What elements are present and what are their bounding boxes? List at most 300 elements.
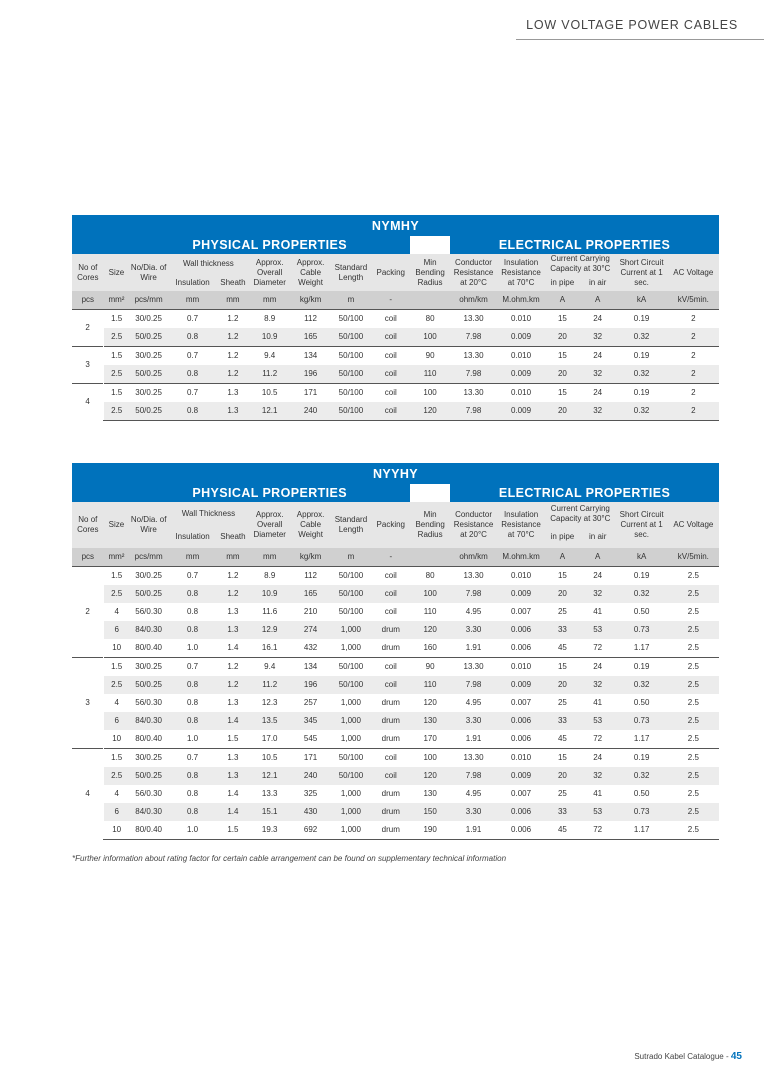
col-overall-diameter: Approx. Overall Diameter [249, 502, 291, 548]
table-cell: 0.73 [616, 803, 668, 821]
table-cell: 90 [410, 347, 450, 366]
table-cell: 2 [668, 365, 719, 384]
table-cell: 0.007 [511, 607, 532, 616]
col-cable-weight: Approx. Cable Weight [291, 254, 331, 291]
table-cell: 32 [580, 328, 616, 347]
page-footer [634, 1051, 742, 1062]
table-cell: 274 [291, 621, 331, 639]
col-overall-diameter: Approx. Overall Diameter [249, 254, 291, 291]
table-cell: coil [384, 607, 397, 616]
table-cell: 2.5 [668, 767, 719, 785]
table-cell: 33 [545, 712, 580, 730]
table-cell: 15 [545, 567, 580, 586]
unit-cell: A [545, 291, 580, 310]
col-wall-thickness: Wall Thickness [168, 502, 249, 526]
table-row [72, 365, 719, 384]
table-cell: 10.9 [249, 585, 291, 603]
table-cell: 4 [104, 785, 130, 803]
table-cell: 1.3 [217, 749, 249, 768]
table-cell: 80/0.40 [135, 643, 162, 652]
table-cell: 120 [423, 698, 437, 707]
table-cell: 0.006 [511, 734, 532, 743]
table-cell: 240 [291, 402, 331, 421]
table-row [72, 749, 719, 768]
table-cell: 0.73 [616, 621, 668, 639]
table-cell: 134 [291, 658, 331, 677]
table-cell: 1.4 [217, 712, 249, 730]
table-cell: 2.5 [668, 803, 719, 821]
table-cell: 50/100 [330, 347, 371, 366]
col-cable-weight: Approx. Cable Weight [291, 502, 331, 548]
table-cell: 13.30 [450, 310, 497, 329]
table-cell: 0.7 [168, 384, 217, 403]
table-cell: coil [371, 384, 410, 403]
table-cell: 110 [410, 676, 450, 694]
table-cell: 100 [410, 384, 450, 403]
table-cell: 50/100 [330, 310, 371, 329]
table-cell: 0.19 [616, 347, 668, 366]
unit-cell: pcs [72, 291, 104, 310]
unit-cell: ohm/km [450, 548, 497, 567]
nyyhy-table-body [72, 567, 719, 840]
table-cell: 0.8 [168, 712, 217, 730]
unit-cell: m [330, 291, 371, 310]
table-cell: 4 [104, 694, 130, 712]
table-cell: 0.8 [187, 789, 199, 798]
table-cell: 9.4 [249, 658, 291, 677]
unit-cell: mm [168, 291, 217, 310]
table-cell: 0.009 [497, 767, 545, 785]
col-sheath: Sheath [217, 526, 249, 548]
table-cell: 1.5 [104, 567, 130, 586]
unit-cell: M.ohm.km [497, 291, 545, 310]
unit-cell: M.ohm.km [497, 548, 545, 567]
table-cell: 50/0.25 [129, 402, 168, 421]
table-cell: 11.2 [249, 676, 291, 694]
table-cell: 345 [291, 712, 331, 730]
table-cell: 56/0.30 [135, 698, 162, 707]
table-cell: 0.73 [616, 712, 668, 730]
table-cell: 110 [423, 607, 437, 616]
table-cell: 2.5 [668, 676, 719, 694]
table-cell: 15 [545, 347, 580, 366]
table-cell: 0.32 [616, 328, 668, 347]
table-row [72, 767, 719, 785]
table-cell: 30/0.25 [129, 567, 168, 586]
table-cell: coil [371, 567, 410, 586]
col-packing: Packing [371, 502, 410, 548]
footer-separator: - [725, 1052, 729, 1061]
table-cell: 2 [668, 384, 719, 403]
table-cell: 0.8 [187, 607, 199, 616]
unit-cell: - [371, 291, 410, 310]
table-row [72, 821, 719, 840]
table-cell: coil [371, 658, 410, 677]
table-cell: 2.5 [104, 585, 130, 603]
table-cell: 0.010 [497, 749, 545, 768]
table-cell: 112 [291, 567, 331, 586]
section-gap [410, 484, 450, 502]
table-cell: 0.50 [633, 698, 650, 707]
table-cell: 692 [291, 821, 331, 840]
table-cell: 90 [410, 658, 450, 677]
table-cell: 120 [410, 767, 450, 785]
table-cell: 2.5 [104, 328, 130, 347]
table-row [72, 402, 719, 421]
table-cell: 1,000 [331, 803, 372, 821]
table-cell: 13.30 [450, 658, 497, 677]
table-cell: 33 [545, 621, 580, 639]
table-cell: 10 [104, 639, 130, 658]
table-cell: 12.1 [249, 767, 291, 785]
table-cell: 2.5 [687, 607, 699, 616]
table-cell: 0.006 [497, 803, 545, 821]
table-cell: 171 [291, 749, 331, 768]
table-cell: 12.1 [249, 402, 291, 421]
col-conductor-resistance: Conductor Resistance at 20°C [450, 502, 497, 548]
table-cell: drum [381, 643, 400, 652]
table-cell: 33 [545, 803, 580, 821]
table-cell: 0.009 [497, 328, 545, 347]
unit-cell: mm [249, 548, 291, 567]
col-no-cores: No of Cores [72, 502, 104, 548]
unit-cell: kg/km [291, 291, 331, 310]
table-cell: 0.010 [497, 310, 545, 329]
table-cell: 150 [410, 803, 450, 821]
table-cell: 10 [104, 821, 130, 840]
table-cell: 84/0.30 [129, 621, 168, 639]
table-cell: 53 [580, 803, 616, 821]
table-cell: 0.32 [616, 585, 668, 603]
col-size: Size [104, 254, 130, 291]
table-cell: 0.8 [168, 767, 217, 785]
table-row [72, 785, 719, 803]
table-cell: 1.2 [217, 365, 249, 384]
table-cell: 32 [580, 767, 616, 785]
table-cell: 2.5 [687, 698, 699, 707]
unit-cell: mm [217, 548, 249, 567]
table-cell: 0.7 [168, 658, 217, 677]
table-cell: 30/0.25 [129, 749, 168, 768]
cores-cell: 3 [72, 658, 104, 749]
table-cell: 110 [410, 365, 450, 384]
table-cell: 80/0.40 [129, 821, 168, 840]
table-cell: 80/0.40 [135, 734, 162, 743]
table-cell: 0.32 [616, 402, 668, 421]
table-cell: 4.95 [465, 607, 482, 616]
table-cell: 1.0 [168, 821, 217, 840]
nyyhy-table-section [72, 463, 719, 840]
col-conductor-resistance: Conductor Resistance at 20°C [450, 254, 497, 291]
table-cell: 72 [593, 734, 603, 743]
table-cell: 24 [580, 347, 616, 366]
unit-cell [410, 548, 450, 567]
units-row [72, 291, 719, 310]
table-cell: 30/0.25 [129, 310, 168, 329]
table-cell: 25 [557, 607, 567, 616]
table-cell: 112 [291, 310, 331, 329]
table-cell: 13.5 [249, 712, 291, 730]
table-cell: 41 [593, 698, 603, 707]
table-cell: 1.17 [616, 821, 668, 840]
col-current-capacity: Current Carrying Capacity at 30°C [545, 254, 615, 274]
unit-cell: kg/km [291, 548, 331, 567]
table-cell: 1,000 [331, 621, 372, 639]
table-cell: 1.91 [465, 734, 482, 743]
table-cell: 20 [545, 767, 580, 785]
table-cell: 50/0.25 [129, 585, 168, 603]
table-cell: 120 [410, 621, 450, 639]
table-cell: 80 [410, 310, 450, 329]
table-cell: coil [371, 749, 410, 768]
table-cell: 8.9 [249, 567, 291, 586]
table-cell: coil [371, 365, 410, 384]
table-cell: 257 [303, 698, 318, 707]
col-sheath: Sheath [217, 274, 249, 291]
table-cell: 41 [593, 607, 603, 616]
table-cell: 6 [104, 803, 130, 821]
table-cell: 56/0.30 [135, 789, 162, 798]
table-cell: coil [371, 676, 410, 694]
col-in-pipe: in pipe [545, 274, 580, 291]
cores-cell: 4 [72, 749, 104, 840]
table-cell: 2.5 [104, 402, 130, 421]
table-cell: 15 [545, 658, 580, 677]
table-cell: 53 [580, 712, 616, 730]
table-cell: 50/100 [338, 607, 364, 616]
table-cell: 30/0.25 [129, 384, 168, 403]
unit-cell: mm [168, 548, 217, 567]
table-cell: 0.006 [511, 643, 532, 652]
table-cell: 19.3 [249, 821, 291, 840]
table-cell: 1.3 [217, 402, 249, 421]
table-cell: 7.98 [450, 585, 497, 603]
footnote: *Further information about rating factor for certain cable arrangement can be found on supplementary technical information [72, 854, 507, 863]
table-row [72, 803, 719, 821]
table-cell: drum [381, 734, 400, 743]
table-cell: 2.5 [104, 767, 130, 785]
table-title: NYYHY [72, 463, 719, 484]
table-cell: 0.50 [633, 789, 650, 798]
table-cell: 0.50 [633, 607, 650, 616]
table-cell: 9.4 [249, 347, 291, 366]
table-cell: 1.3 [217, 621, 249, 639]
table-cell: 240 [291, 767, 331, 785]
col-in-air: in air [580, 274, 616, 291]
table-cell: 0.7 [168, 749, 217, 768]
table-row [72, 694, 719, 712]
table-row [72, 585, 719, 603]
table-cell: 430 [291, 803, 331, 821]
table-cell: 16.1 [261, 643, 278, 652]
table-cell: 160 [423, 643, 437, 652]
table-cell: 50/0.25 [129, 767, 168, 785]
table-row [72, 712, 719, 730]
table-cell: coil [371, 310, 410, 329]
table-cell: 0.010 [497, 384, 545, 403]
table-cell: drum [381, 789, 400, 798]
header-divider [516, 39, 764, 40]
col-bending-radius: Min Bending Radius [410, 502, 450, 548]
table-cell: 13.3 [261, 789, 278, 798]
table-cell: 12.3 [261, 698, 278, 707]
table-cell: 2.5 [668, 749, 719, 768]
table-cell: 3.30 [450, 621, 497, 639]
table-cell: 2.5 [104, 365, 130, 384]
table-cell: 24 [580, 384, 616, 403]
table-cell: 53 [580, 621, 616, 639]
table-cell: 1.3 [227, 698, 239, 707]
table-row [72, 384, 719, 403]
table-cell: 1.4 [217, 803, 249, 821]
table-cell: 13.30 [450, 384, 497, 403]
table-cell: 196 [291, 365, 331, 384]
table-cell: 0.8 [168, 803, 217, 821]
cores-cell: 2 [72, 567, 104, 658]
table-cell: 1.5 [217, 821, 249, 840]
table-cell: 6 [104, 621, 130, 639]
table-cell: 10.9 [249, 328, 291, 347]
table-cell: 11.6 [262, 607, 278, 616]
table-cell: 0.8 [168, 365, 217, 384]
col-packing: Packing [371, 254, 410, 291]
table-cell: 134 [291, 347, 331, 366]
table-cell: 32 [580, 402, 616, 421]
table-cell: 120 [410, 402, 450, 421]
table-cell: 0.32 [616, 676, 668, 694]
table-cell: drum [371, 803, 410, 821]
table-row [72, 730, 719, 749]
col-short-circuit: Short Circuit Current at 1 sec. [616, 502, 668, 548]
table-cell: 13.30 [450, 347, 497, 366]
table-cell: 7.98 [450, 328, 497, 347]
unit-cell: kV/5min. [668, 548, 719, 567]
col-standard-length: Standard Length [331, 502, 372, 548]
unit-cell: A [580, 548, 616, 567]
units-row [72, 548, 719, 567]
table-cell: 0.7 [168, 567, 217, 586]
table-cell: 2.5 [104, 676, 130, 694]
col-insulation: Insulation [168, 526, 217, 548]
col-insulation-resistance: Insulation Resistance at 70°C [497, 254, 545, 291]
table-cell: 72 [580, 821, 616, 840]
table-cell: 25 [557, 789, 567, 798]
nymhy-spec-table [72, 215, 719, 421]
table-cell: 30/0.25 [129, 347, 168, 366]
section-spacer [72, 484, 129, 502]
col-size: Size [104, 502, 130, 548]
nymhy-table-section [72, 215, 719, 421]
table-cell: 50/0.25 [129, 365, 168, 384]
table-cell: 17.0 [261, 734, 278, 743]
table-cell: 7.98 [450, 676, 497, 694]
table-cell: 2.5 [668, 658, 719, 677]
unit-cell: A [580, 291, 616, 310]
table-cell: 1.2 [217, 310, 249, 329]
table-cell: 130 [410, 712, 450, 730]
electrical-properties-heading: ELECTRICAL PROPERTIES [450, 484, 719, 502]
table-cell: 1.5 [104, 384, 130, 403]
table-cell: 0.007 [511, 789, 532, 798]
cores-cell: 2 [72, 310, 104, 347]
table-cell: 50/100 [331, 567, 372, 586]
table-cell: 1.0 [187, 643, 199, 652]
table-cell: 0.32 [616, 365, 668, 384]
table-cell: 7.98 [450, 365, 497, 384]
table-cell: 1.4 [227, 789, 239, 798]
page-header-title: LOW VOLTAGE POWER CABLES [526, 18, 738, 32]
table-row [72, 567, 719, 586]
unit-cell: ohm/km [450, 291, 497, 310]
table-row [72, 603, 719, 621]
table-cell: 4.95 [465, 698, 482, 707]
table-cell: 3.30 [450, 803, 497, 821]
col-ac-voltage: AC Voltage [668, 254, 719, 291]
table-cell: 15 [545, 310, 580, 329]
table-cell: 11.2 [249, 365, 291, 384]
table-cell: 1.2 [217, 347, 249, 366]
table-cell: 100 [410, 749, 450, 768]
table-cell: 32 [580, 676, 616, 694]
section-gap [410, 236, 450, 254]
table-cell: 84/0.30 [129, 712, 168, 730]
table-cell: 1.2 [217, 328, 249, 347]
col-no-dia: No/Dia. of Wire [129, 502, 168, 548]
table-cell: 165 [291, 328, 331, 347]
col-no-cores: No of Cores [72, 254, 104, 291]
unit-cell: mm [249, 291, 291, 310]
unit-cell: pcs [72, 548, 104, 567]
table-cell: 1.5 [104, 658, 130, 677]
catalogue-name: Sutrado Kabel Catalogue [634, 1052, 724, 1061]
table-cell: 50/100 [330, 384, 371, 403]
table-cell: 15.1 [249, 803, 291, 821]
table-cell: 0.009 [497, 676, 545, 694]
table-cell: 0.010 [497, 658, 545, 677]
table-cell: 170 [423, 734, 437, 743]
unit-cell: kA [616, 291, 668, 310]
table-cell: 0.8 [168, 676, 217, 694]
table-cell: 545 [303, 734, 318, 743]
table-cell: 12.9 [249, 621, 291, 639]
table-cell: 130 [423, 789, 437, 798]
table-title: NYMHY [72, 215, 719, 236]
col-in-pipe: in pipe [545, 526, 580, 548]
table-cell: 24 [580, 658, 616, 677]
cores-cell: 3 [72, 347, 104, 384]
table-row [72, 676, 719, 694]
unit-cell: pcs/mm [129, 291, 168, 310]
table-cell: 4.95 [465, 789, 482, 798]
col-ac-voltage: AC Voltage [668, 502, 719, 548]
table-cell: 3.30 [450, 712, 497, 730]
table-cell: 0.7 [168, 310, 217, 329]
table-cell: 1.4 [227, 643, 239, 652]
table-cell: 1.3 [217, 767, 249, 785]
table-cell: drum [371, 712, 410, 730]
table-cell: 50/100 [330, 365, 371, 384]
unit-cell: mm² [104, 548, 130, 567]
col-current-capacity: Current Carrying Capacity at 30°C [545, 502, 616, 526]
table-cell: coil [371, 347, 410, 366]
table-cell: 0.006 [497, 821, 545, 840]
table-cell: 1,000 [331, 712, 372, 730]
table-cell: 0.007 [511, 698, 532, 707]
table-cell: 20 [545, 402, 580, 421]
table-cell: 1.2 [217, 585, 249, 603]
table-cell: 45 [557, 643, 567, 652]
col-insulation: Insulation [168, 274, 217, 291]
